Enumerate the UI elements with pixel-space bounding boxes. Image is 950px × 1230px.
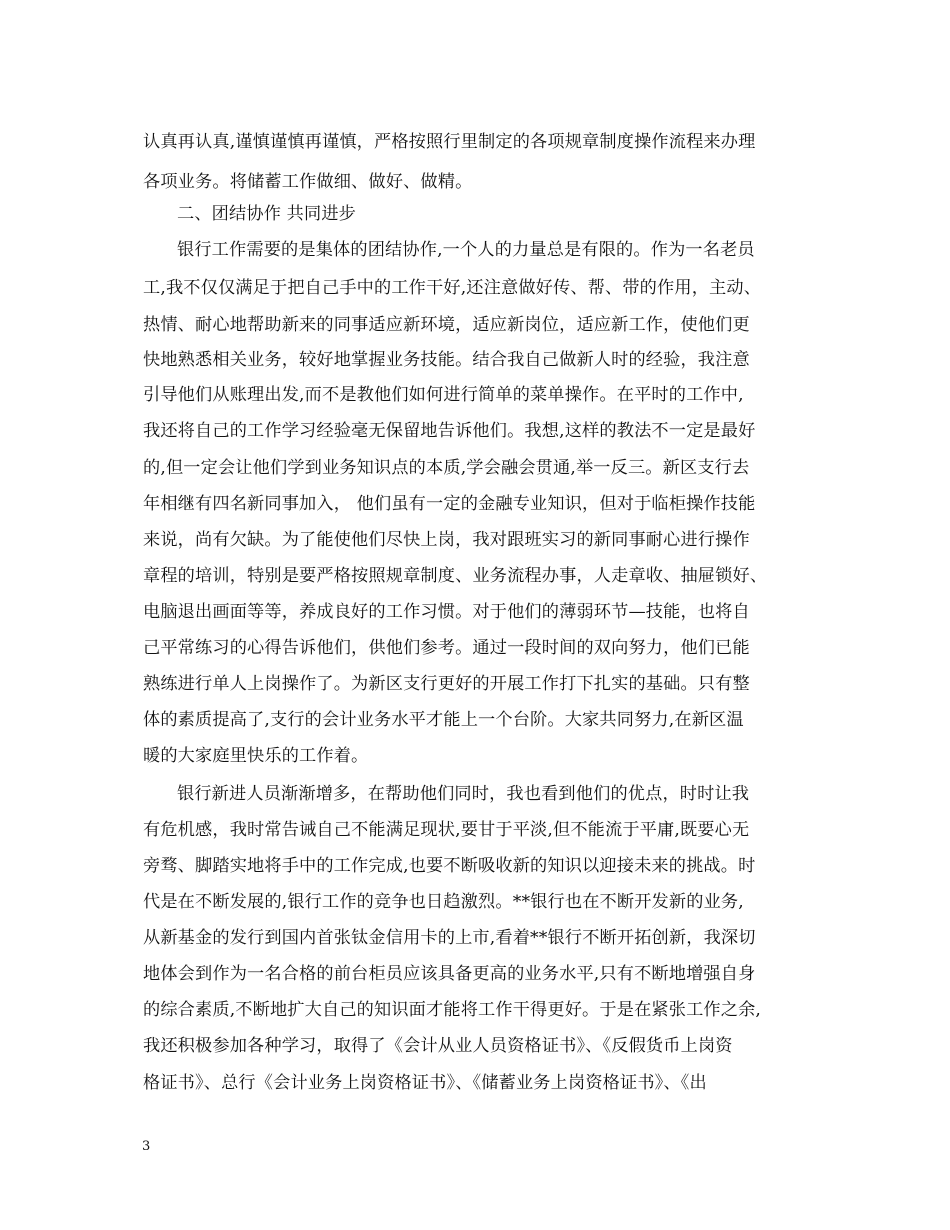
section-heading: 二、团结协作 共同进步 xyxy=(177,204,356,224)
text-line: 各项业务。将储蓄工作做细、做好、做精。 xyxy=(143,172,473,192)
text-line: 有危机感，我时常告诫自己不能满足现状,要甘于平淡,但不能流于平庸,既要心无 xyxy=(143,820,750,840)
text-line: 引导他们从账理出发,而不是教他们如何进行简单的菜单操作。在平时的工作中, xyxy=(143,385,744,405)
text-line: 旁骛、脚踏实地将手中的工作完成,也要不断吸收新的知识以迎接未来的挑战。时 xyxy=(143,856,756,876)
text-line: 熟练进行单人上岗操作了。为新区支行更好的开展工作打下扎实的基础。只有整 xyxy=(143,674,750,694)
text-line: 我还积极参加各种学习，取得了《会计从业人员资格证书》、《反假货币上岗资 xyxy=(143,1036,733,1056)
text-line: 热情、耐心地帮助新来的同事适应新环境，适应新岗位，适应新工作，使他们更 xyxy=(143,315,750,335)
text-line: 我还将自己的工作学习经验毫无保留地告诉他们。我想,这样的教法不一定是最好 xyxy=(143,421,756,441)
text-line: 认真再认真,谨慎谨慎再谨慎，严格按照行里制定的各项规章制度操作流程来办理 xyxy=(143,132,756,152)
text-line: 暖的大家庭里快乐的工作着。 xyxy=(143,746,369,766)
text-line: 工,我不仅仅满足于把自己手中的工作干好,还注意做好传、帮、带的作用，主动、 xyxy=(143,278,762,298)
text-line: 从新基金的发行到国内首张钛金信用卡的上市,看着**银行不断开拓创新，我深切 xyxy=(143,928,756,948)
text-line: 地体会到作为一名合格的前台柜员应该具备更高的业务水平,只有不断地增强自身 xyxy=(143,964,756,984)
text-line: 银行新进人员渐渐增多，在帮助他们同时，我也看到他们的优点，时时让我 xyxy=(177,784,750,804)
text-line: 电脑退出画面等等，养成良好的工作习惯。对于他们的薄弱环节—技能，也将自 xyxy=(143,602,750,622)
text-line: 的,但一定会让他们学到业务知识点的本质,学会融会贯通,举一反三。新区支行去 xyxy=(143,458,750,478)
text-line: 己平常练习的心得告诉他们，供他们参考。通过一段时间的双向努力，他们已能 xyxy=(143,638,750,658)
text-line: 银行工作需要的是集体的团结协作,一个人的力量总是有限的。作为一名老员 xyxy=(177,240,755,260)
text-line: 格证书》、总行《会计业务上岗资格证书》、《储蓄业务上岗资格证书》、《出 xyxy=(143,1073,707,1093)
text-line: 来说，尚有欠缺。为了能使他们尽快上岗，我对跟班实习的新同事耐心进行操作 xyxy=(143,530,750,550)
text-line: 的综合素质,不断地扩大自己的知识面才能将工作干得更好。于是在紧张工作之余, xyxy=(143,1000,762,1020)
text-line: 代是在不断发展的,银行工作的竞争也日趋激烈。**银行也在不断开发新的业务, xyxy=(143,892,744,912)
text-line: 快地熟悉相关业务，较好地掌握业务技能。结合我自己做新人时的经验，我注意 xyxy=(143,350,750,370)
page-number: 3 xyxy=(142,1139,151,1154)
text-line: 体的素质提高了,支行的会计业务水平才能上一个台阶。大家共同努力,在新区温 xyxy=(143,710,744,730)
text-line: 章程的培训，特别是要严格按照规章制度、业务流程办事，人走章收、抽屉锁好、 xyxy=(143,566,768,586)
text-line: 年相继有四名新同事加入， 他们虽有一定的金融专业知识，但对于临柜操作技能 xyxy=(143,494,756,514)
